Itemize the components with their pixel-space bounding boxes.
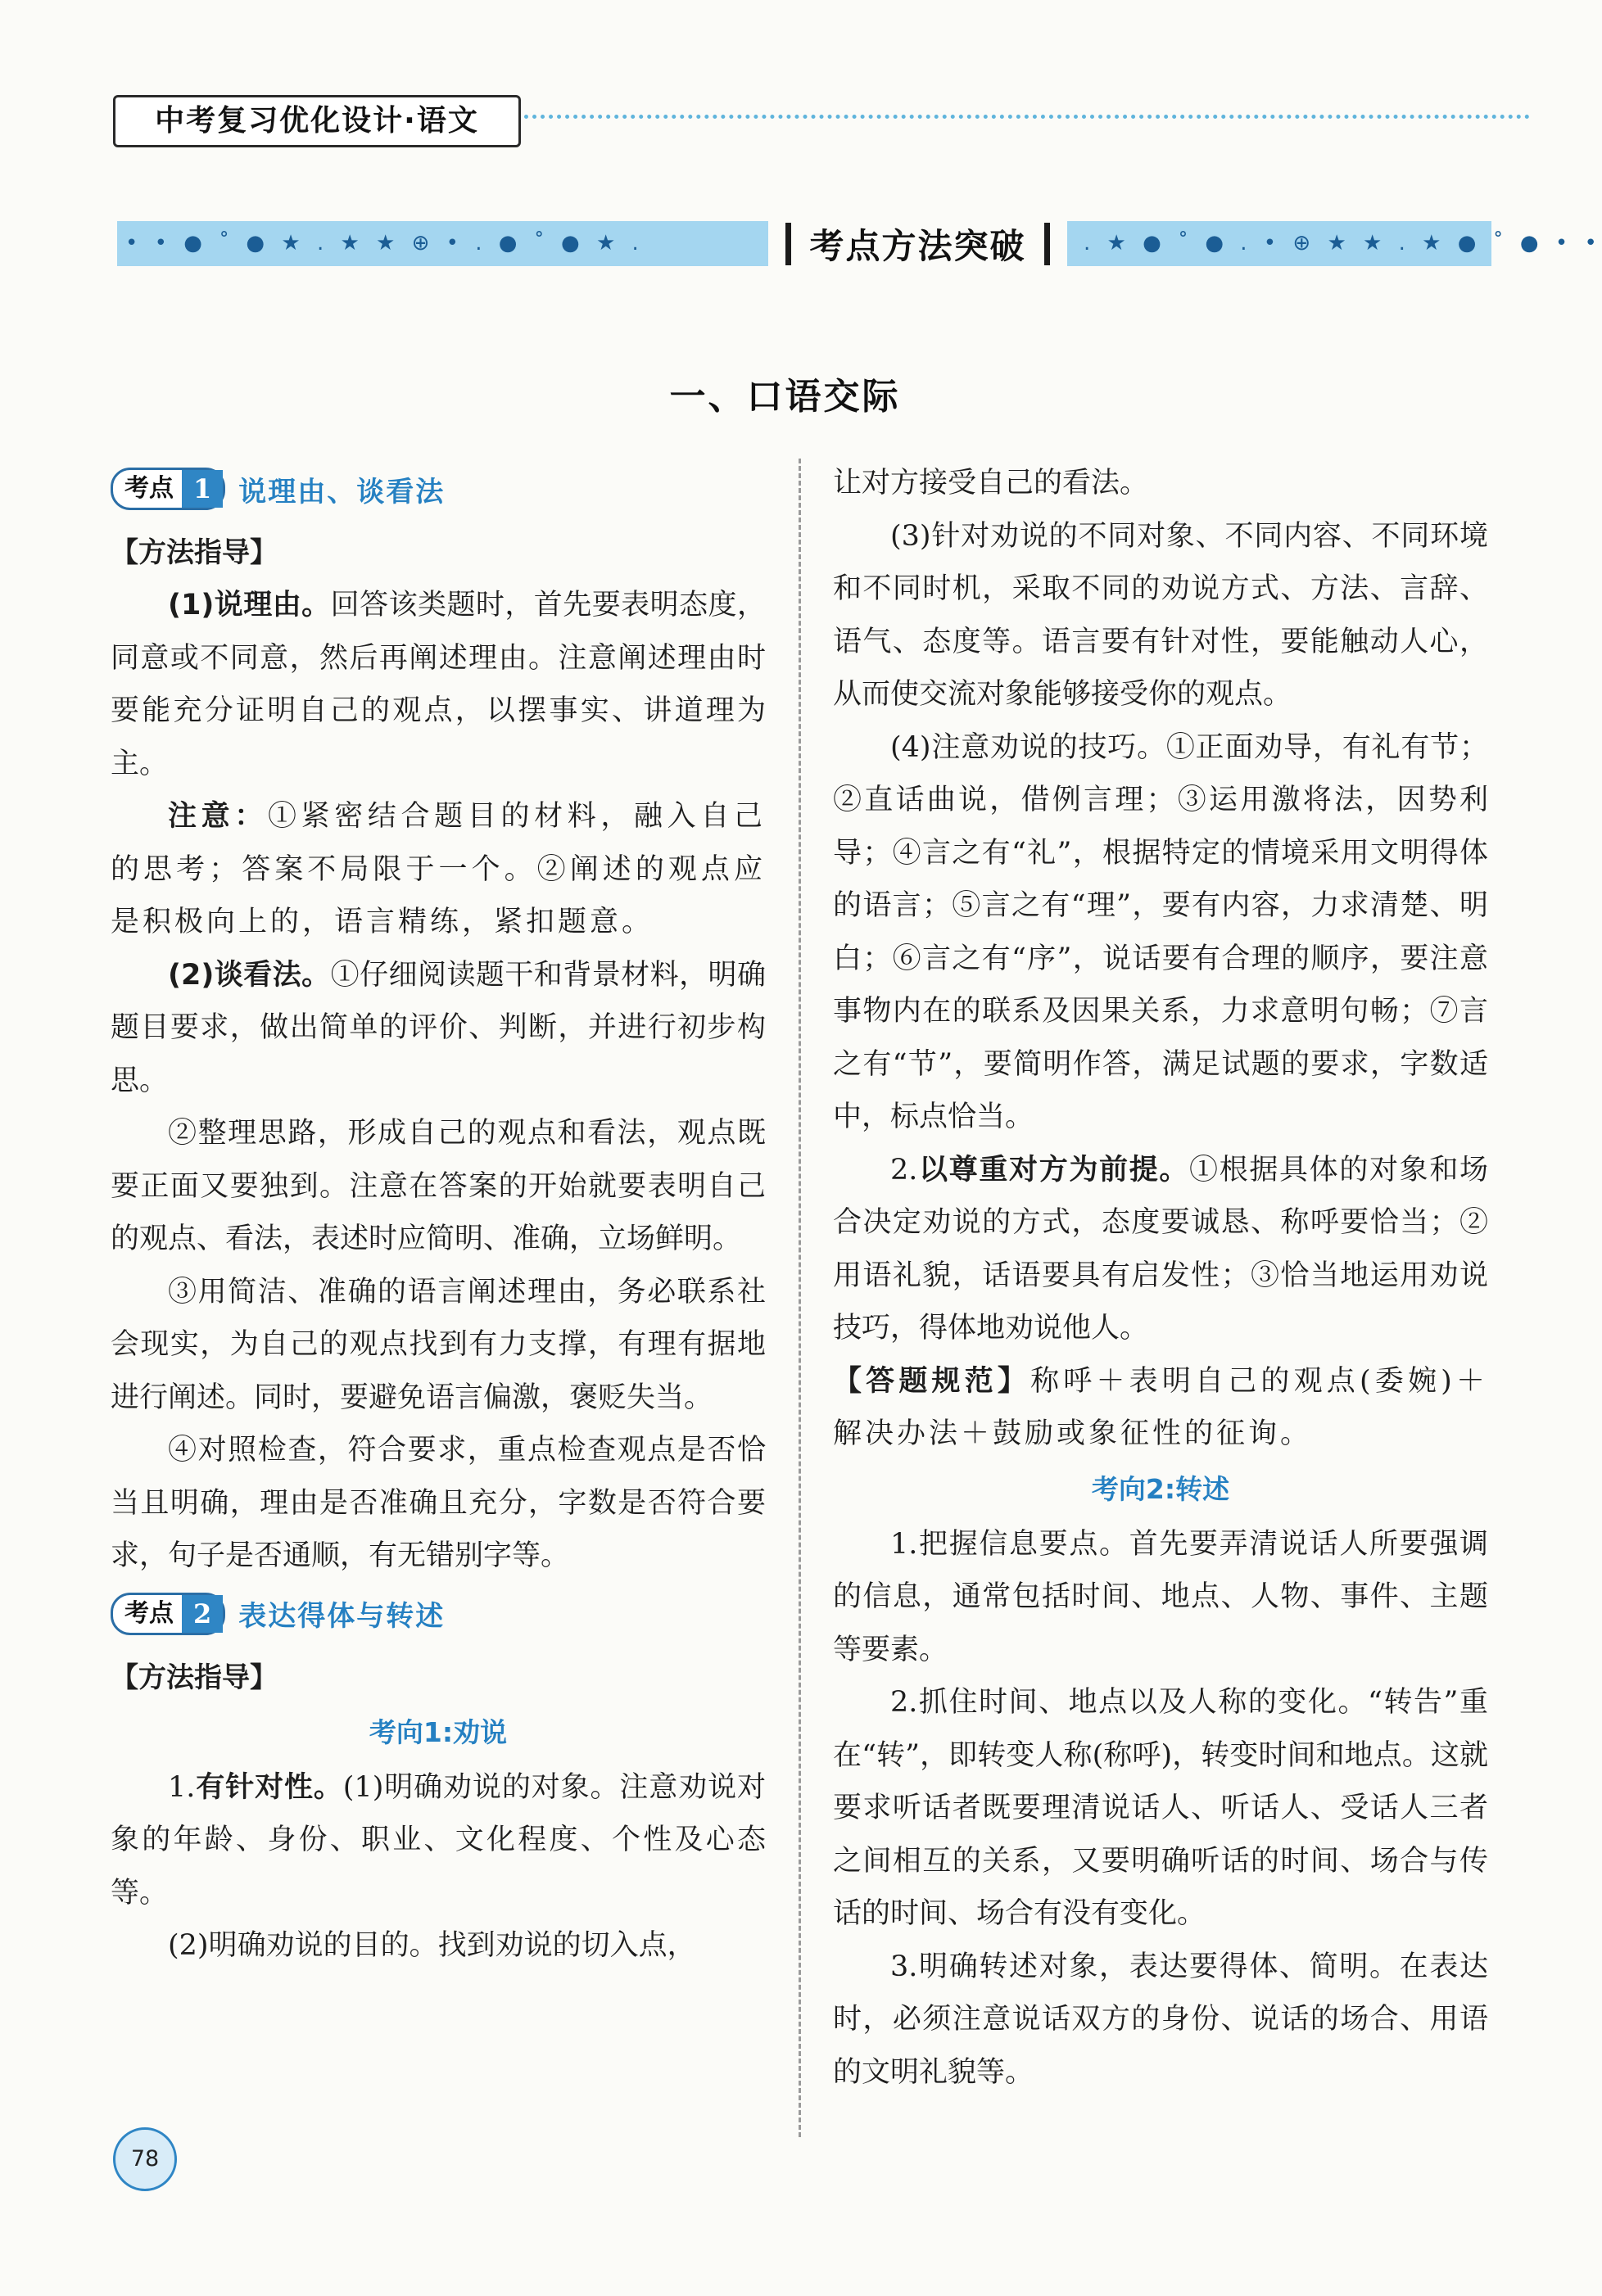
paragraph: ③用简洁、准确的语言阐述理由，务必联系社会现实，为自己的观点找到有力支撑，有理有据地进行阐述。同时，要避免语言偏激，褒贬失当。	[111, 1275, 766, 1414]
kaodian-number: 1	[182, 470, 223, 508]
method-guide-label: 【方法指导】	[111, 1661, 278, 1694]
banner-title: 考点方法突破	[809, 225, 1026, 266]
paragraph	[833, 1144, 1488, 1355]
banner-title-box	[768, 216, 1067, 271]
paragraph: (4)注意劝说的技巧。①正面劝导，有礼有节；②直话曲说，借例言理；③运用激将法，因势利导；④言之有“礼”，根据特定的情境采用文明得体的语言；⑤言之有“理”，要有内容，力求清楚、明白；⑥言之有“序”，说话要有合理的顺序，要注意事物内在的联系及因果关系，力求意明句畅；⑦言之有“节”，要简明作答，满足试题的要求，字数适中，标点恰当。	[833, 730, 1488, 1133]
bold-lead: (1)说理由。	[168, 589, 331, 621]
banner-left-decoration: • • ● ˚ ● ★ . ★ ★ ⊕ • . ● ˚ ● ★ .	[125, 231, 644, 255]
header-dotted-rule	[524, 115, 1530, 119]
right-column	[833, 457, 1488, 2099]
answer-norm-label: 【答题规范】	[833, 1364, 1031, 1398]
kaodian-word: 考点	[124, 1598, 174, 1628]
left-column	[111, 463, 766, 1973]
paragraph	[111, 949, 766, 1108]
paragraph-text: ①根据具体的对象和场合决定劝说的方式，态度要诚恳、称呼要恰当；②用语礼貌，话语要具有启发性；③恰当地运用劝说技巧，得体地劝说他人。	[833, 1153, 1488, 1345]
paragraph: 3.明确转述对象，表达要得体、简明。在表达时，必须注意说话双方的身份、说话的场合、用语的文明礼貌等。	[833, 1950, 1488, 2089]
kaodian-2-heading	[111, 1591, 766, 1637]
banner-bar-right	[1044, 223, 1050, 265]
paragraph: (3)针对劝说的不同对象、不同内容、不同环境和不同时机，采取不同的劝说方式、方法、言辞、语气、态度等。语言要有针对性，要能触动人心，从而使交流对象能够接受你的观点。	[833, 519, 1488, 711]
column-divider	[799, 459, 801, 2137]
paragraph	[111, 790, 766, 949]
kaodian-number: 2	[182, 1595, 223, 1633]
bold-lead: 注意：	[168, 800, 268, 833]
kaoxiang-heading: 考向1:劝说	[369, 1715, 508, 1748]
kaodian-word: 考点	[124, 474, 174, 503]
paragraph: ④对照检查，符合要求，重点检查观点是否恰当且明确，理由是否准确且充分，字数是否符合要求，句子是否通顺，有无错别字等。	[111, 1434, 766, 1572]
banner-right-decoration: . ★ ● ˚ ● . • ⊕ ★ ★ . ★ ● ˚ ● • •	[1084, 231, 1602, 255]
paragraph	[111, 1761, 766, 1920]
bold-lead: 以尊重对方为前提。	[917, 1153, 1190, 1186]
book-title: 中考复习优化设计·语文	[113, 95, 521, 147]
section-banner	[117, 221, 1602, 266]
paragraph: 1.把握信息要点。首先要弄清说话人所要强调的信息，通常包括时间、地点、人物、事件、主题等要素。	[833, 1527, 1488, 1666]
paragraph	[833, 1355, 1488, 1461]
kaodian-1-heading	[111, 466, 766, 512]
item-number: 1.	[168, 1770, 196, 1804]
bold-lead: 有针对性。	[195, 1770, 343, 1804]
paragraph: ②整理思路，形成自己的观点和看法，观点既要正面又要独到。注意在答案的开始就要表明自己的观点、看法，表述时应简明、准确，立场鲜明。	[111, 1117, 766, 1255]
section-title: 一、口语交际	[669, 376, 901, 418]
banner-bar-left	[785, 223, 791, 265]
page-number: 78	[113, 2127, 177, 2191]
kaodian-title: 说理由、谈看法	[238, 475, 446, 508]
paragraph-text: ①仔细阅读题干和背景材料，明确题目要求，做出简单的评价、判断，并进行初步构思。	[111, 958, 766, 1097]
paragraph: 让对方接受自己的看法。	[833, 467, 1149, 499]
paragraph	[111, 579, 766, 790]
paragraph-text: 称呼＋表明自己的观点(委婉)＋解决办法＋鼓励或象征性的征询。	[833, 1364, 1488, 1450]
method-guide-label: 【方法指导】	[111, 536, 278, 569]
kaoxiang-heading: 考向2:转述	[1091, 1472, 1230, 1505]
paragraph-text: 回答该类题时，首先要表明态度，同意或不同意，然后再阐述理由。注意阐述理由时要能充分证明自己的观点，以摆事实、讲道理为主。	[111, 589, 766, 780]
paragraph: (2)明确劝说的目的。找到劝说的切入点，	[168, 1929, 696, 1962]
item-number: 2.	[890, 1153, 918, 1186]
bold-lead: (2)谈看法。	[168, 958, 331, 992]
kaodian-tag	[111, 468, 225, 510]
paragraph: 2.抓住时间、地点以及人称的变化。“转告”重在“转”，即转变人称(称呼)，转变时间和地点。这就要求听话者既要理清说话人、听话人、受话人三者之间相互的关系，又要明确听话的时间、场合与传话的时间、场合有没有变化。	[833, 1686, 1488, 1930]
kaodian-tag	[111, 1593, 225, 1635]
kaodian-title: 表达得体与转述	[238, 1600, 446, 1633]
paragraph-text: ①紧密结合题目的材料，融入自己的思考；答案不局限于一个。②阐述的观点应是积极向上的，语言精练，紧扣题意。	[111, 800, 766, 938]
paragraph-text: (1)明确劝说的对象。注意劝说对象的年龄、身份、职业、文化程度、个性及心态等。	[111, 1770, 766, 1910]
